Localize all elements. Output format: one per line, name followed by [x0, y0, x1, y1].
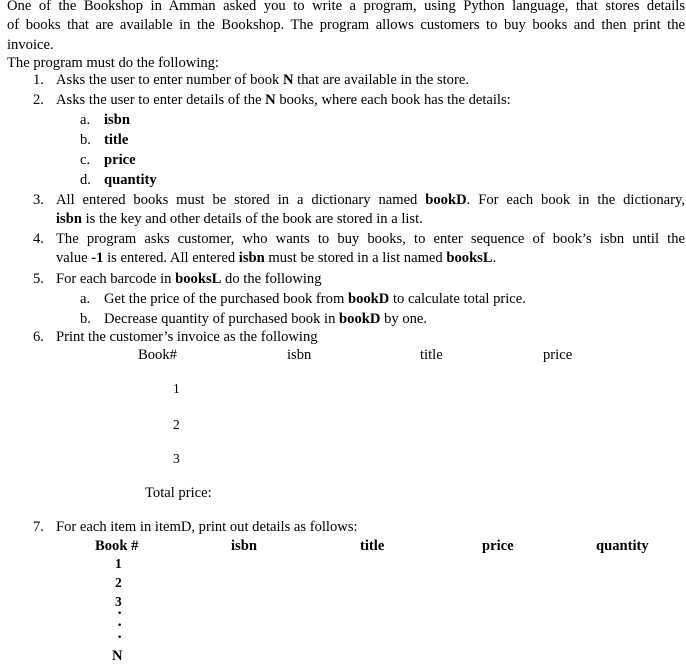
invoice-header-title: title [420, 347, 443, 363]
details-row-1: 1 [115, 556, 122, 571]
step-2a-number: a. [80, 112, 91, 128]
step-2-text: Asks the user to enter details of the N books, where each book has the details: [56, 92, 511, 108]
step-5a-text: Get the price of the purchased book from bookD to calculate total price. [104, 291, 526, 307]
step-1-text: Asks the user to enter number of book N that are available in the store. [56, 72, 469, 88]
step-2b-label: title [104, 132, 129, 148]
step-4-line-1: The program asks customer, who wants to buy books, to enter sequence of book’s isbn until the [56, 231, 685, 247]
invoice-header-price: price [543, 347, 573, 363]
step-1-number: 1. [33, 72, 44, 88]
details-row-n: N [112, 648, 123, 664]
intro-line-3: invoice. [7, 37, 54, 53]
step-5b-number: b. [80, 311, 91, 327]
step-2-number: 2. [33, 92, 44, 108]
intro-line-1: One of the Bookshop in Amman asked you to write a program, using Python language, that stores details [7, 0, 685, 14]
invoice-row-1: 1 [173, 381, 180, 396]
invoice-header-isbn: isbn [287, 347, 312, 363]
step-5-number: 5. [33, 271, 44, 287]
step-2d-number: d. [80, 172, 91, 188]
details-header-quantity: quantity [596, 538, 649, 554]
step-7-text: For each item in itemD, print out details as follows: [56, 519, 358, 535]
step-6-text: Print the customer’s invoice as the following [56, 329, 318, 345]
invoice-header-book: Book# [138, 347, 177, 363]
step-5b-text: Decrease quantity of purchased book in bookD by one. [104, 311, 428, 327]
step-3-number: 3. [33, 192, 44, 208]
step-7-number: 7. [33, 519, 44, 535]
intro-line-2: of books that are available in the Bookshop. The program allows customers to buy books and then print the [7, 17, 685, 33]
step-2d-label: quantity [104, 172, 157, 188]
step-2b-number: b. [80, 132, 91, 148]
step-5a-number: a. [80, 291, 91, 307]
step-3-line-1: All entered books must be stored in a dictionary named bookD. For each book in the dictionary, [56, 192, 685, 208]
invoice-row-3: 3 [173, 451, 180, 466]
step-2c-number: c. [80, 152, 91, 168]
step-4-number: 4. [33, 231, 44, 247]
details-header-price: price [482, 538, 514, 554]
details-ellipsis-dot-2: · [117, 617, 123, 634]
details-ellipsis-dot-3: · [117, 629, 123, 646]
details-header-book: Book # [95, 538, 139, 554]
step-4-line-2: value -1 is entered. All entered isbn must be stored in a list named booksL. [56, 250, 497, 266]
invoice-total-label: Total price: [145, 485, 212, 501]
step-6-number: 6. [33, 329, 44, 345]
details-row-2: 2 [115, 575, 122, 590]
step-2a-label: isbn [104, 112, 130, 128]
details-header-isbn: isbn [231, 538, 257, 554]
invoice-row-2: 2 [173, 417, 180, 432]
details-row-3: 3 [115, 594, 122, 609]
lead-text: The program must do the following: [7, 55, 219, 71]
step-3-line-2: isbn is the key and other details of the book are stored in a list. [56, 211, 423, 227]
details-header-title: title [360, 538, 385, 554]
details-ellipsis-dot-1: · [117, 605, 123, 622]
step-2c-label: price [104, 152, 136, 168]
step-5-text: For each barcode in booksL do the following [56, 271, 322, 287]
